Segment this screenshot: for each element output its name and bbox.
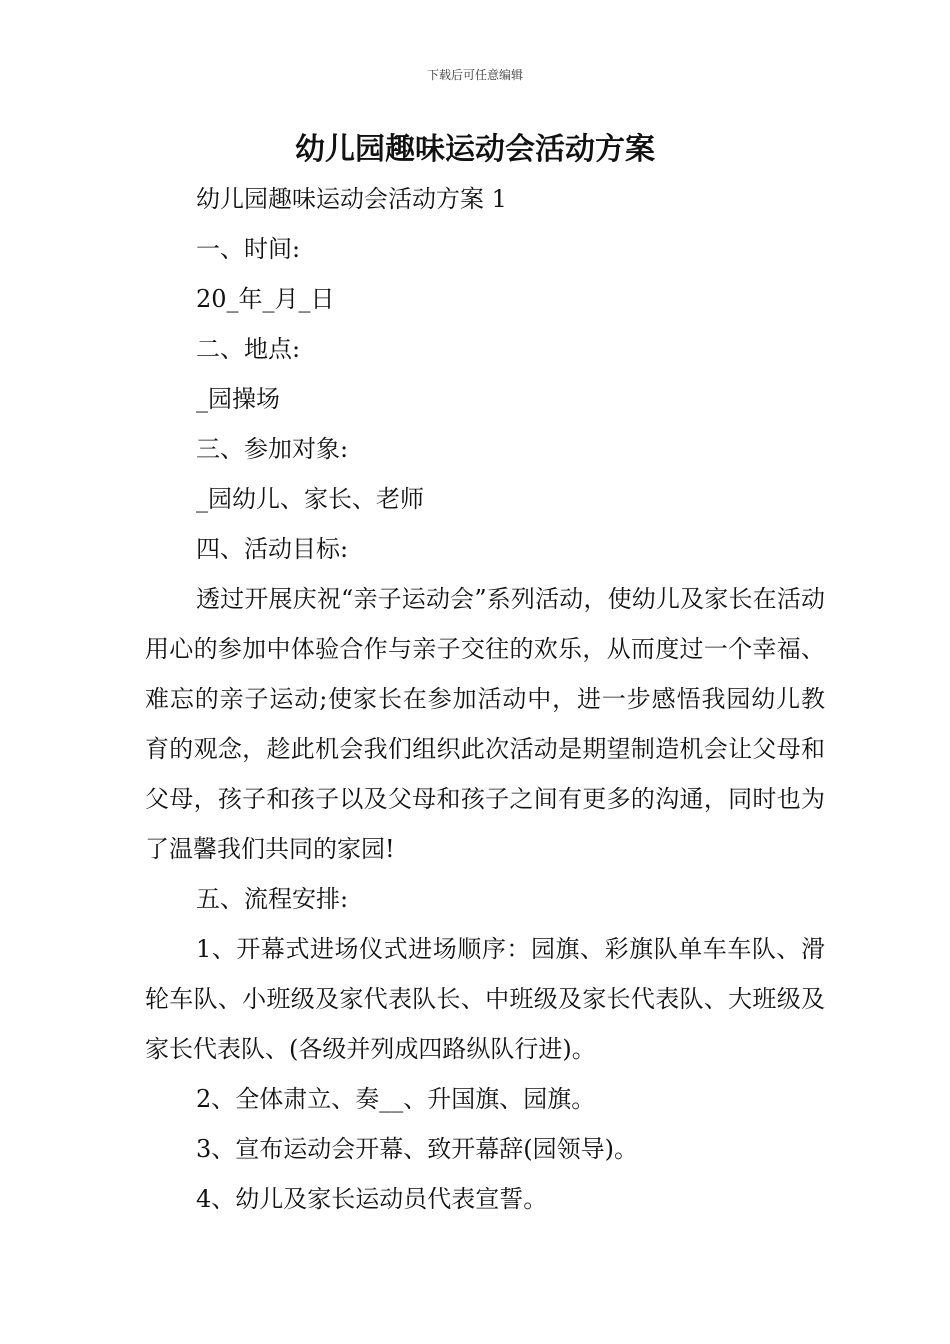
- place-heading: 二、地点:: [196, 335, 301, 363]
- document-title: 幼儿园趣味运动会活动方案: [295, 132, 655, 167]
- process-step-3: 3、宣布运动会开幕、致开幕辞(园领导)。: [196, 1135, 638, 1163]
- goal-heading: 四、活动目标:: [196, 535, 349, 563]
- participants-value: _园幼儿、家长、老师: [196, 485, 424, 513]
- header-note: 下载后可任意编辑: [426, 68, 523, 82]
- process-step-1: 1、开幕式进场仪式进场顺序：园旗、彩旗队单车车队、滑轮车队、小班级及家代表队长、中班级及家长代表队、大班级及家长代表队、(各级并列成四路纵队行进)。: [145, 935, 825, 1063]
- process-step-4: 4、幼儿及家长运动员代表宣誓。: [196, 1185, 548, 1213]
- document-body: [145, 174, 825, 1224]
- subtitle: 幼儿园趣味运动会活动方案 1: [196, 185, 507, 213]
- place-value: _园操场: [196, 385, 280, 413]
- participants-heading: 三、参加对象:: [196, 435, 349, 463]
- goal-paragraph: 透过开展庆祝“亲子运动会”系列活动，使幼儿及家长在活动用心的参加中体验合作与亲子交往的欢乐，从而度过一个幸福、难忘的亲子运动;使家长在参加活动中，进一步感悟我园幼儿教育的观念，趁此机会我们组织此次活动是期望制造机会让父母和父母，孩子和孩子以及父母和孩子之间有更多的沟通，同时也为了温馨我们共同的家园!: [145, 585, 825, 863]
- process-heading: 五、流程安排:: [196, 885, 349, 913]
- time-value: 20_年_月_日: [196, 285, 335, 313]
- time-heading: 一、时间:: [196, 235, 301, 263]
- process-step-2: 2、全体肃立、奏__、升国旗、园旗。: [196, 1085, 596, 1113]
